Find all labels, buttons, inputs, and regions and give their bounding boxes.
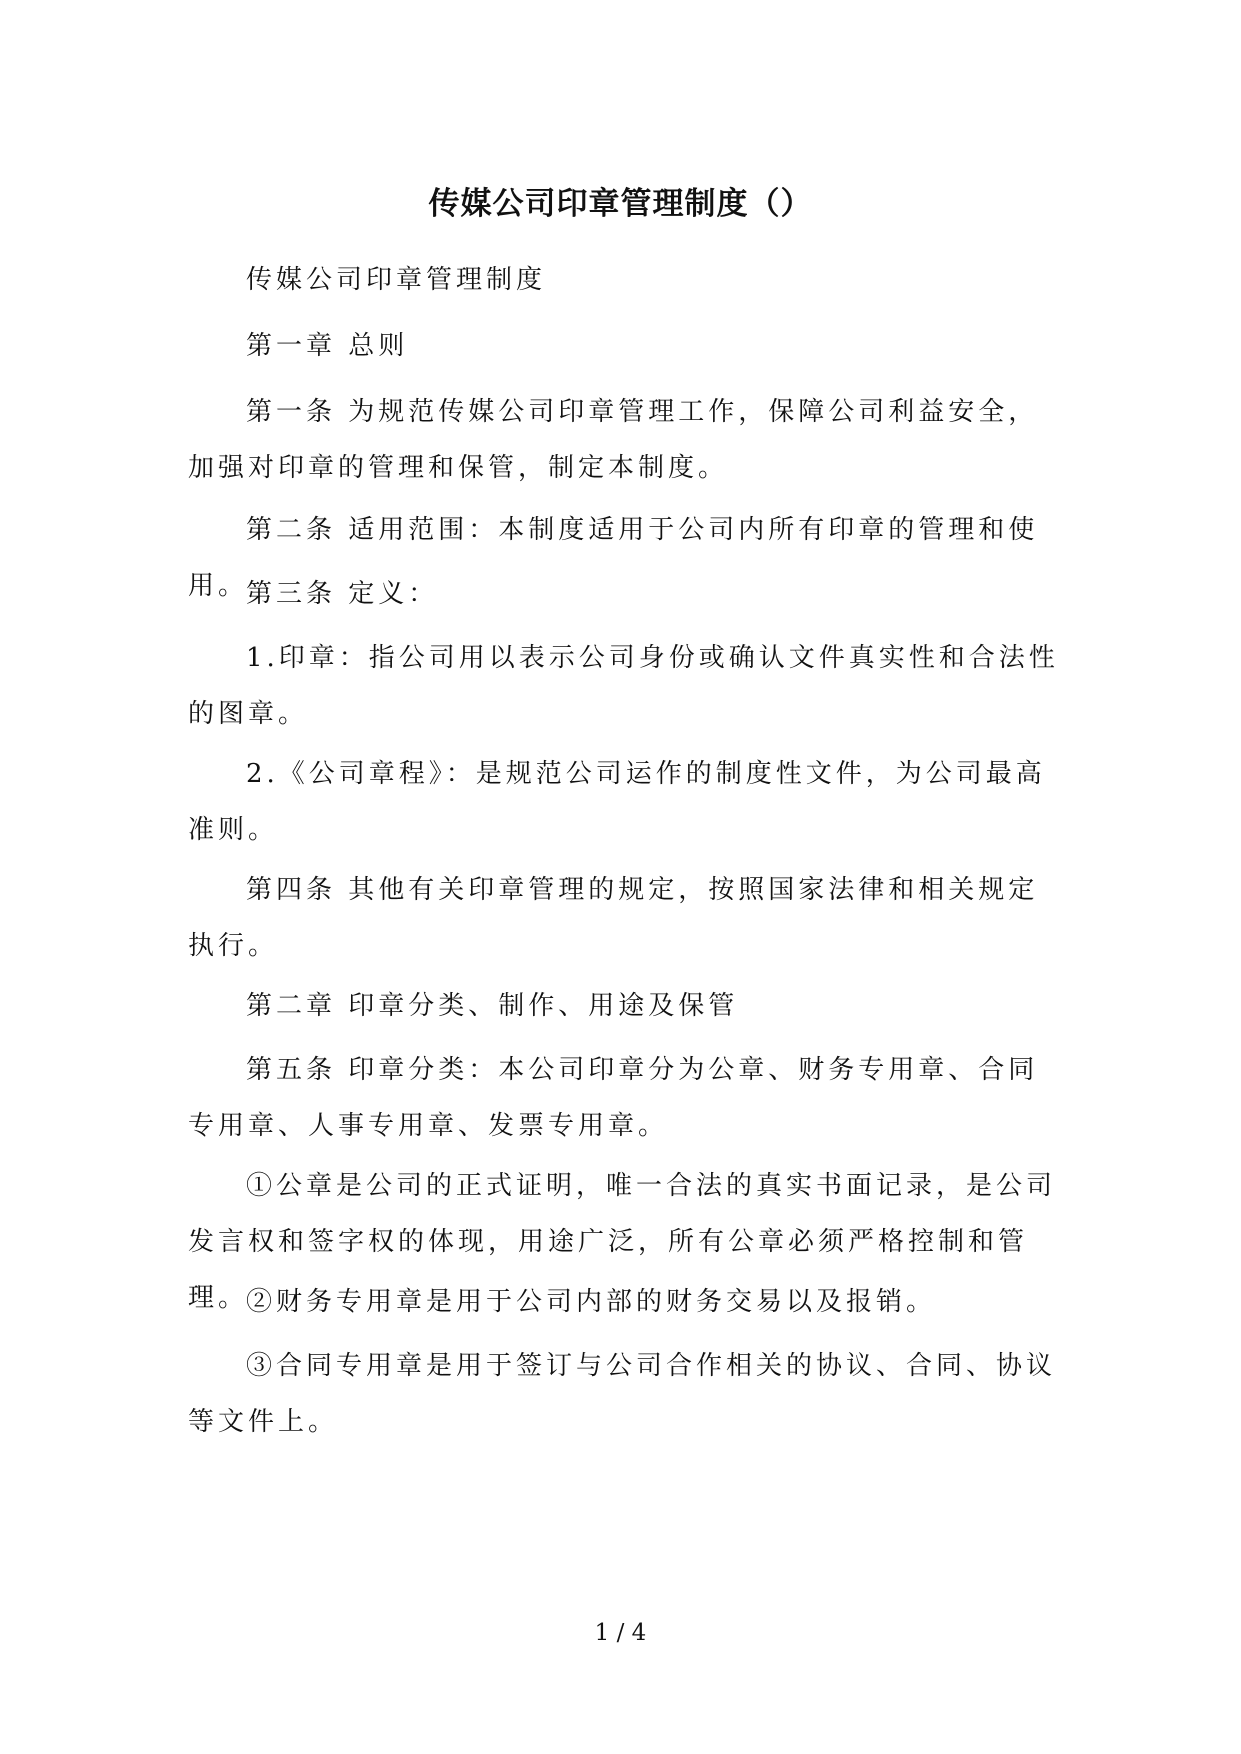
paragraph-article-4: 第四条 其他有关印章管理的规定，按照国家法律和相关规定执行。 xyxy=(188,875,1039,961)
document-title: 传媒公司印章管理制度（） xyxy=(428,186,813,222)
paragraph-seal-contract: ③合同专用章是用于签订与公司合作相关的协议、合同、协议等文件上。 xyxy=(188,1351,1057,1437)
paragraph-article-5: 第五条 印章分类：本公司印章分为公章、财务专用章、合同专用章、人事专用章、发票专用章。 xyxy=(188,1055,1039,1141)
paragraph-definition-1: 1.印章：指公司用以表示公司身份或确认文件真实性和合法性的图章。 xyxy=(188,643,1059,729)
paragraph-seal-finance: ②财务专用章是用于公司内部的财务交易以及报销。 xyxy=(246,1287,937,1317)
paragraph-heading: 传媒公司印章管理制度 xyxy=(246,265,547,295)
page-number: 1 / 4 xyxy=(594,1620,647,1646)
paragraph-chapter-2: 第二章 印章分类、制作、用途及保管 xyxy=(246,991,739,1021)
paragraph-article-2: 第二条 适用范围：本制度适用于公司内所有印章的管理和使用。 xyxy=(188,515,1039,601)
paragraph-definition-2: 2.《公司章程》：是规范公司运作的制度性文件，为公司最高准则。 xyxy=(188,759,1046,845)
paragraph-seal-official: ①公章是公司的正式证明，唯一合法的真实书面记录，是公司发言权和签字权的体现，用途广泛，所有公章必须严格控制和管理。 xyxy=(188,1171,1057,1313)
paragraph-article-1: 第一条 为规范传媒公司印章管理工作，保障公司利益安全，加强对印章的管理和保管，制定本制度。 xyxy=(188,397,1039,483)
paragraph-chapter-1: 第一章 总则 xyxy=(246,331,409,361)
paragraph-article-3: 第三条 定义： xyxy=(246,579,439,609)
